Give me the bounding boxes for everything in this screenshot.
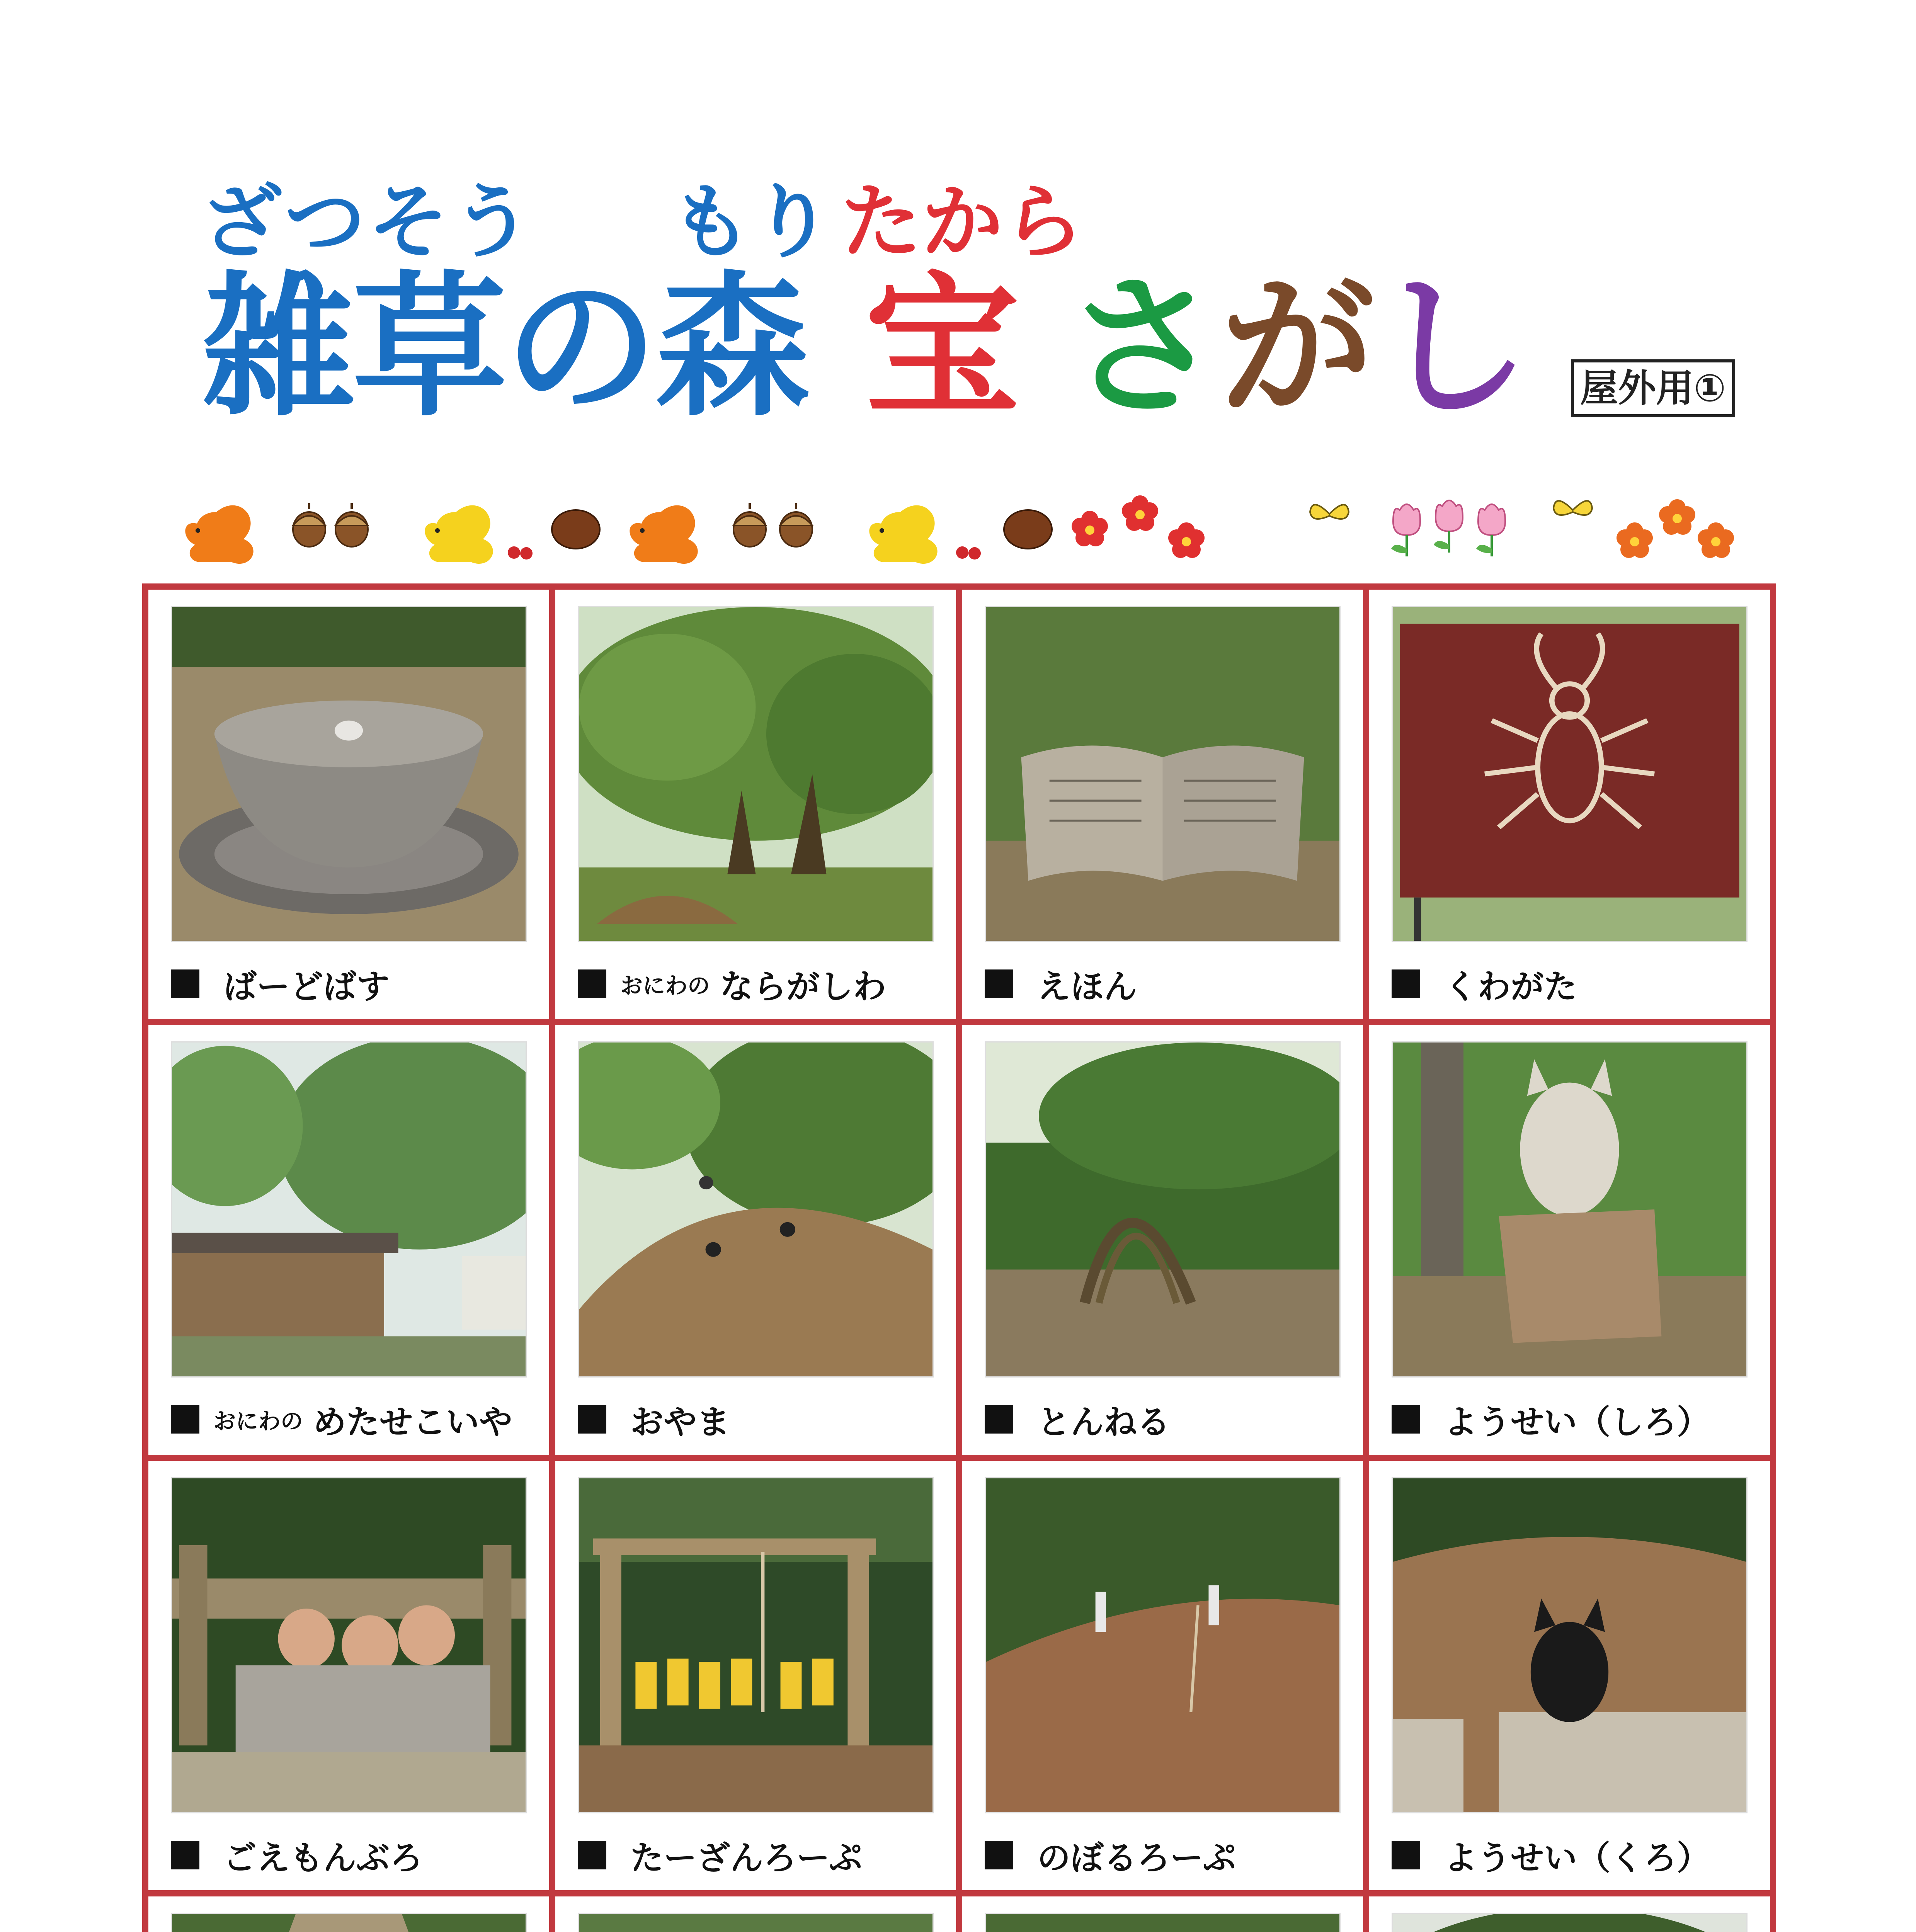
grid-cell bbox=[962, 1896, 1363, 1932]
photo-metasequoia-hut bbox=[171, 1041, 527, 1378]
grid-cell bbox=[148, 1025, 549, 1454]
photo-forest-promise-sign bbox=[985, 1913, 1341, 1932]
item-name: たーざんろーぷ bbox=[630, 1838, 863, 1878]
grid-cell bbox=[555, 1461, 956, 1890]
grid-cell bbox=[555, 590, 956, 1019]
item-prefix: おにわの bbox=[213, 1408, 303, 1435]
item-label bbox=[171, 1832, 541, 1878]
bullet-square bbox=[1392, 1405, 1420, 1434]
photo-climbing-rope bbox=[985, 1477, 1341, 1813]
photo-black-fairy-statue bbox=[1392, 1477, 1748, 1813]
item-label bbox=[1392, 1832, 1762, 1878]
photo-oak-tree bbox=[578, 606, 934, 942]
usage-badge: 屋外用① bbox=[1571, 359, 1735, 417]
bullet-square bbox=[985, 1405, 1013, 1434]
title-ruby-mori: もり bbox=[670, 175, 833, 269]
item-label bbox=[985, 1396, 1355, 1442]
grid-cell bbox=[555, 1025, 956, 1454]
grid-cell bbox=[1369, 1896, 1770, 1932]
bullet-square bbox=[171, 1841, 199, 1869]
item-name: ばーどばす bbox=[223, 968, 390, 1006]
bullet-square bbox=[985, 1841, 1013, 1869]
item-label bbox=[985, 961, 1355, 1007]
title-ga: が bbox=[1220, 258, 1375, 437]
title-shi: し bbox=[1375, 258, 1530, 437]
item-label bbox=[985, 1832, 1355, 1878]
grid-cell bbox=[148, 1461, 549, 1890]
photo-bird-bath bbox=[171, 606, 527, 942]
bullet-square bbox=[578, 1841, 606, 1869]
title-ruby-zatsusou: ざつそう bbox=[201, 175, 535, 269]
item-label bbox=[578, 961, 948, 1007]
item-name: ようせい（しろ） bbox=[1444, 1403, 1710, 1442]
title-takara: 宝 bbox=[865, 258, 1019, 437]
grid-cell bbox=[1369, 1025, 1770, 1454]
grid-cell bbox=[1369, 1461, 1770, 1890]
page-title bbox=[201, 258, 1530, 437]
item-label bbox=[1392, 1396, 1762, 1442]
bullet-square bbox=[578, 1405, 606, 1434]
title-zatsusou-no-mori: 雑草の森 bbox=[201, 258, 807, 437]
bullet-square bbox=[578, 969, 606, 998]
item-name: おやま bbox=[630, 1403, 730, 1442]
photo-white-fairy-statue bbox=[1392, 1041, 1748, 1378]
item-name: ようせい（くろ） bbox=[1444, 1838, 1710, 1878]
item-label bbox=[171, 1396, 541, 1442]
item-label bbox=[1392, 961, 1762, 1007]
item-label bbox=[578, 1396, 948, 1442]
photo-camphor-tree bbox=[1392, 1913, 1748, 1932]
bullet-square bbox=[171, 969, 199, 998]
item-name: えほん bbox=[1037, 968, 1137, 1006]
item-name: ごえもんぶろ bbox=[223, 1838, 423, 1878]
photo-tarzan-rope bbox=[578, 1477, 934, 1813]
grid-cell bbox=[148, 590, 549, 1019]
item-name: ならがしわ bbox=[720, 968, 887, 1006]
photo-stone-mirror bbox=[578, 1913, 934, 1932]
item-name: とんねる bbox=[1037, 1403, 1170, 1442]
item-label bbox=[578, 1832, 948, 1878]
item-label bbox=[171, 961, 541, 1007]
title-ruby-takara: たから bbox=[841, 175, 1084, 269]
grid-cell bbox=[962, 1025, 1363, 1454]
photo-stag-beetle-sign bbox=[1392, 606, 1748, 942]
decoration-strip bbox=[174, 487, 1739, 576]
photo-stone-book bbox=[985, 606, 1341, 942]
grid-cell bbox=[555, 1896, 956, 1932]
title-sa: さ bbox=[1066, 258, 1220, 437]
item-name: めたせこいや bbox=[313, 1403, 513, 1442]
grid-cell bbox=[962, 590, 1363, 1019]
bullet-square bbox=[985, 969, 1013, 998]
bullet-square bbox=[1392, 969, 1420, 998]
grid-cell bbox=[1369, 590, 1770, 1019]
bullet-square bbox=[171, 1405, 199, 1434]
photo-hill bbox=[578, 1041, 934, 1378]
treasure-grid bbox=[142, 583, 1776, 1932]
photo-forest-stairs bbox=[171, 1913, 527, 1932]
item-prefix: おにわの bbox=[620, 973, 710, 999]
photo-tunnel bbox=[985, 1041, 1341, 1378]
grid-cell bbox=[148, 1896, 549, 1932]
bullet-square bbox=[1392, 1841, 1420, 1869]
photo-goemon-bath bbox=[171, 1477, 527, 1813]
grid-cell bbox=[962, 1461, 1363, 1890]
item-name: くわがた bbox=[1444, 968, 1577, 1006]
item-name: のぼるろーぷ bbox=[1037, 1838, 1236, 1878]
